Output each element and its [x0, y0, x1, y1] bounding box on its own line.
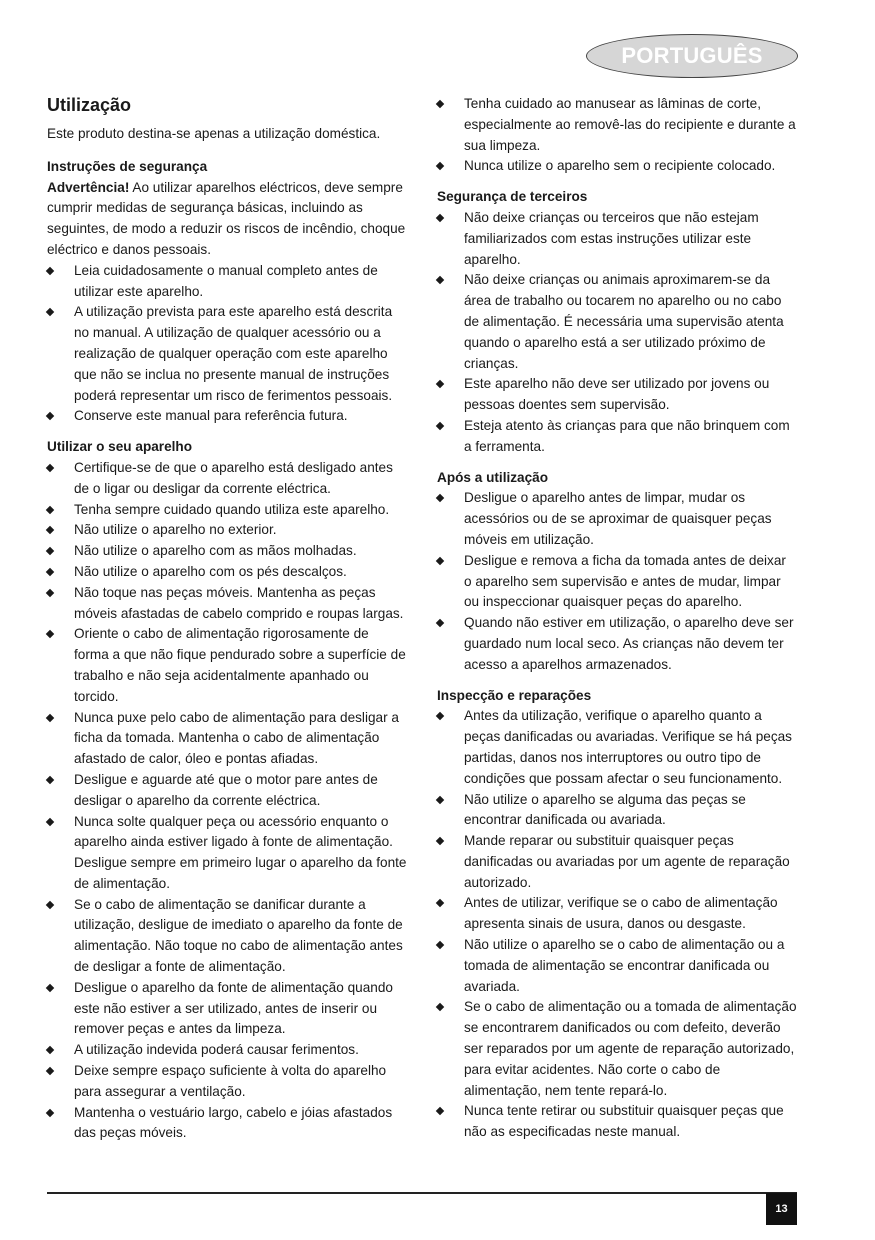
- list-item-text: Não utilize o aparelho se alguma das peças se encontrar danificada ou avariada.: [464, 791, 746, 828]
- list-item-text: Se o cabo de alimentação ou a tomada de alimentação se encontrarem danificados ou com defeito, deverão ser reparados por um agente de reparação autorizado, para evitar acidentes. Não corte o cabo de alimentação, nem tente repará-lo.: [464, 999, 797, 1098]
- list-item: [437, 790, 797, 832]
- continued-section: [437, 94, 797, 177]
- list-item: [437, 416, 797, 458]
- diamond-bullet-icon: [436, 422, 444, 430]
- list-item: [47, 520, 407, 541]
- diamond-bullet-icon: [46, 412, 54, 420]
- diamond-bullet-icon: [436, 1107, 444, 1115]
- list-item-text: Desligue e aguarde até que o motor pare antes de desligar o aparelho da corrente eléctrica.: [74, 771, 378, 808]
- diamond-bullet-icon: [436, 1003, 444, 1011]
- diamond-bullet-icon: [46, 1067, 54, 1075]
- list-item: [47, 541, 407, 562]
- diamond-bullet-icon: [46, 267, 54, 275]
- diamond-bullet-icon: [436, 380, 444, 388]
- list-item-text: Conserve este manual para referência futura.: [74, 408, 348, 424]
- list-item: [47, 1103, 407, 1145]
- list-item: [47, 895, 407, 978]
- list-item-text: Mantenha o vestuário largo, cabelo e jóias afastados das peças móveis.: [74, 1104, 393, 1141]
- list-item-text: Não utilize o aparelho com os pés descalços.: [74, 563, 347, 579]
- diamond-bullet-icon: [436, 214, 444, 222]
- list-item: [437, 374, 797, 416]
- right-column: [437, 94, 797, 1153]
- diamond-bullet-icon: [436, 619, 444, 627]
- list-item-text: Se o cabo de alimentação se danificar durante a utilização, desligue de imediato o aparelho da fonte de alimentação. Não toque no cabo de alimentação antes de desligar a fonte de alimentação.: [74, 896, 403, 975]
- list-item: [437, 893, 797, 935]
- list-item-text: Não toque nas peças móveis. Mantenha as peças móveis afastadas de cabelo comprido e roupas largas.: [74, 584, 404, 621]
- section-heading: Utilizar o seu aparelho: [47, 439, 193, 455]
- diamond-bullet-icon: [436, 941, 444, 949]
- list-item: [47, 500, 407, 521]
- page-title: Utilização: [47, 95, 132, 115]
- diamond-bullet-icon: [436, 899, 444, 907]
- diamond-bullet-icon: [46, 817, 54, 825]
- diamond-bullet-icon: [46, 526, 54, 534]
- list-item-text: Não utilize o aparelho com as mãos molhadas.: [74, 543, 357, 559]
- list-item: [47, 583, 407, 625]
- list-item-text: Nunca solte qualquer peça ou acessório enquanto o aparelho ainda estiver ligado à fonte de alimentação. Desligue sempre em primeiro lugar o aparelho da fonte de alimentação.: [74, 813, 407, 891]
- list-item-text: Este aparelho não deve ser utilizado por jovens ou pessoas doentes sem supervisão.: [464, 376, 770, 413]
- diamond-bullet-icon: [46, 308, 54, 316]
- warning-paragraph: [47, 178, 407, 261]
- diamond-bullet-icon: [46, 776, 54, 784]
- list-item: [47, 458, 407, 500]
- inspection-section: [437, 686, 797, 1144]
- section-heading: Segurança de terceiros: [437, 189, 588, 205]
- list-item: [437, 156, 797, 177]
- section-heading: Instruções de segurança: [47, 158, 208, 174]
- diamond-bullet-icon: [46, 713, 54, 721]
- list-item-text: A utilização prevista para este aparelho está descrita no manual. A utilização de qualquer acessório ou a realização de qualquer operação com este aparelho que não se inclua no presente manual de instruções poderá representar um risco de ferimentos pessoais.: [74, 304, 393, 403]
- after-use-section: [437, 468, 797, 676]
- bullet-list: [47, 458, 407, 1144]
- list-item-text: Não utilize o aparelho se o cabo de alimentação ou a tomada de alimentação se encontrar danificada ou avariada.: [464, 937, 785, 994]
- list-item-text: Tenha sempre cuidado quando utiliza este aparelho.: [74, 501, 390, 517]
- list-item: [437, 613, 797, 675]
- diamond-bullet-icon: [46, 588, 54, 596]
- list-item-text: A utilização indevida poderá causar ferimentos.: [74, 1042, 359, 1058]
- diamond-bullet-icon: [436, 837, 444, 845]
- list-item-text: Antes de utilizar, verifique se o cabo de alimentação apresenta sinais de usura, danos ou desgaste.: [464, 895, 778, 932]
- list-item-text: Não deixe crianças ou terceiros que não estejam familiarizados com estas instruções utilizar este aparelho.: [464, 209, 759, 267]
- list-item-text: Nunca tente retirar ou substituir quaisquer peças que não as especificadas neste manual.: [464, 1103, 784, 1140]
- diamond-bullet-icon: [436, 556, 444, 564]
- list-item-text: Oriente o cabo de alimentação rigorosamente de forma a que não fique pendurado sobre a superfície de trabalho e não seja acidentalmente apanhado ou torcido.: [74, 626, 406, 704]
- list-item: [437, 935, 797, 997]
- list-item: [47, 261, 407, 303]
- list-item: [437, 94, 797, 156]
- list-item: [437, 1101, 797, 1143]
- diamond-bullet-icon: [436, 100, 444, 108]
- page-number: 13: [766, 1193, 797, 1225]
- bullet-list: [437, 94, 797, 177]
- list-item: [437, 831, 797, 893]
- list-item-text: Nunca puxe pelo cabo de alimentação para desligar a ficha da tomada. Mantenha o cabo de alimentação afastado de calor, óleo e pontas afiadas.: [74, 709, 399, 767]
- list-item-text: Desligue e remova a ficha da tomada antes de deixar o aparelho sem supervisão e antes de mudar, limpar ou inspeccionar quaisquer peças do aparelho.: [464, 552, 786, 610]
- list-item-text: Desligue o aparelho da fonte de alimentação quando este não estiver a ser utilizado, antes de inserir ou remover peças e antes da limpeza.: [74, 979, 393, 1037]
- bullet-list: [47, 261, 407, 427]
- third-party-section: [437, 187, 797, 457]
- list-item-text: Não utilize o aparelho no exterior.: [74, 522, 277, 538]
- list-item-text: Antes da utilização, verifique o aparelho quanto a peças danificadas ou avariadas. Verifique se há peças partidas, danos nos interruptores ou outro tipo de condições que possam afectar o seu funcionamento.: [464, 708, 792, 786]
- list-item-text: Desligue o aparelho antes de limpar, mudar os acessórios ou de se aproximar de quaisquer peças móveis em utilização.: [464, 490, 772, 547]
- diamond-bullet-icon: [46, 1046, 54, 1054]
- diamond-bullet-icon: [436, 795, 444, 803]
- diamond-bullet-icon: [46, 464, 54, 472]
- list-item-text: Deixe sempre espaço suficiente à volta do aparelho para assegurar a ventilação.: [74, 1063, 387, 1099]
- diamond-bullet-icon: [436, 494, 444, 502]
- list-item: [437, 551, 797, 613]
- list-item: [47, 812, 407, 895]
- diamond-bullet-icon: [436, 712, 444, 720]
- diamond-bullet-icon: [46, 630, 54, 638]
- language-badge: [586, 34, 798, 78]
- list-item-text: Tenha cuidado ao manusear as lâminas de corte, especialmente ao removê-las do recipiente e durante a sua limpeza.: [464, 96, 796, 153]
- list-item: [437, 997, 797, 1101]
- list-item-text: Esteja atento às crianças para que não brinquem com a ferramenta.: [464, 417, 790, 454]
- list-item-text: Quando não estiver em utilização, o aparelho deve ser guardado num local seco. As crianças não devem ter acesso a aparelhos armazenados.: [464, 615, 794, 672]
- intro-text: Este produto destina-se apenas a utilização doméstica.: [47, 126, 381, 141]
- list-item: [47, 1061, 407, 1103]
- list-item-text: Nunca utilize o aparelho sem o recipiente colocado.: [464, 158, 776, 174]
- list-item: [47, 978, 407, 1040]
- diamond-bullet-icon: [46, 547, 54, 555]
- list-item-text: Certifique-se de que o aparelho está desligado antes de o ligar ou desligar da corrente eléctrica.: [74, 459, 393, 496]
- left-column: [47, 92, 407, 1154]
- warning-text: Ao utilizar aparelhos eléctricos, deve sempre cumprir medidas de segurança básicas, incluindo as seguintes, de modo a reduzir os riscos de incêndio, choque eléctrico e danos pessoais.: [47, 179, 406, 257]
- diamond-bullet-icon: [436, 162, 444, 170]
- using-section: [47, 437, 407, 1144]
- diamond-bullet-icon: [46, 900, 54, 908]
- bullet-list: [437, 488, 797, 675]
- list-item-text: Mande reparar ou substituir quaisquer peças danificadas ou avariadas por um agente de reparação autorizado.: [464, 833, 790, 890]
- section-heading: Após a utilização: [437, 469, 549, 485]
- diamond-bullet-icon: [436, 276, 444, 284]
- list-item: [47, 1040, 407, 1061]
- language-label: PORTUGUÊS: [621, 43, 763, 68]
- section-heading: Inspecção e reparações: [437, 687, 592, 703]
- diamond-bullet-icon: [46, 505, 54, 513]
- list-item-text: Não deixe crianças ou animais aproximarem-se da área de trabalho ou tocarem no aparelho ou no cabo de alimentação. É necessária uma supervisão atenta quando o aparelho está a ser utilizado próximo de crianças.: [464, 272, 784, 371]
- list-item-text: Leia cuidadosamente o manual completo antes de utilizar este aparelho.: [74, 262, 378, 299]
- list-item: [47, 624, 407, 707]
- list-item: [47, 406, 407, 427]
- list-item: [47, 708, 407, 770]
- list-item: [437, 488, 797, 550]
- diamond-bullet-icon: [46, 568, 54, 576]
- list-item: [47, 770, 407, 812]
- bullet-list: [437, 706, 797, 1143]
- list-item: [437, 208, 797, 270]
- safety-section: [47, 157, 407, 427]
- diamond-bullet-icon: [46, 984, 54, 992]
- footer-divider: [47, 1192, 797, 1194]
- bullet-list: [437, 208, 797, 458]
- list-item: [47, 562, 407, 583]
- diamond-bullet-icon: [46, 1108, 54, 1116]
- list-item: [437, 706, 797, 789]
- warning-label: Advertência!: [47, 179, 130, 195]
- list-item: [47, 302, 407, 406]
- list-item: [437, 270, 797, 374]
